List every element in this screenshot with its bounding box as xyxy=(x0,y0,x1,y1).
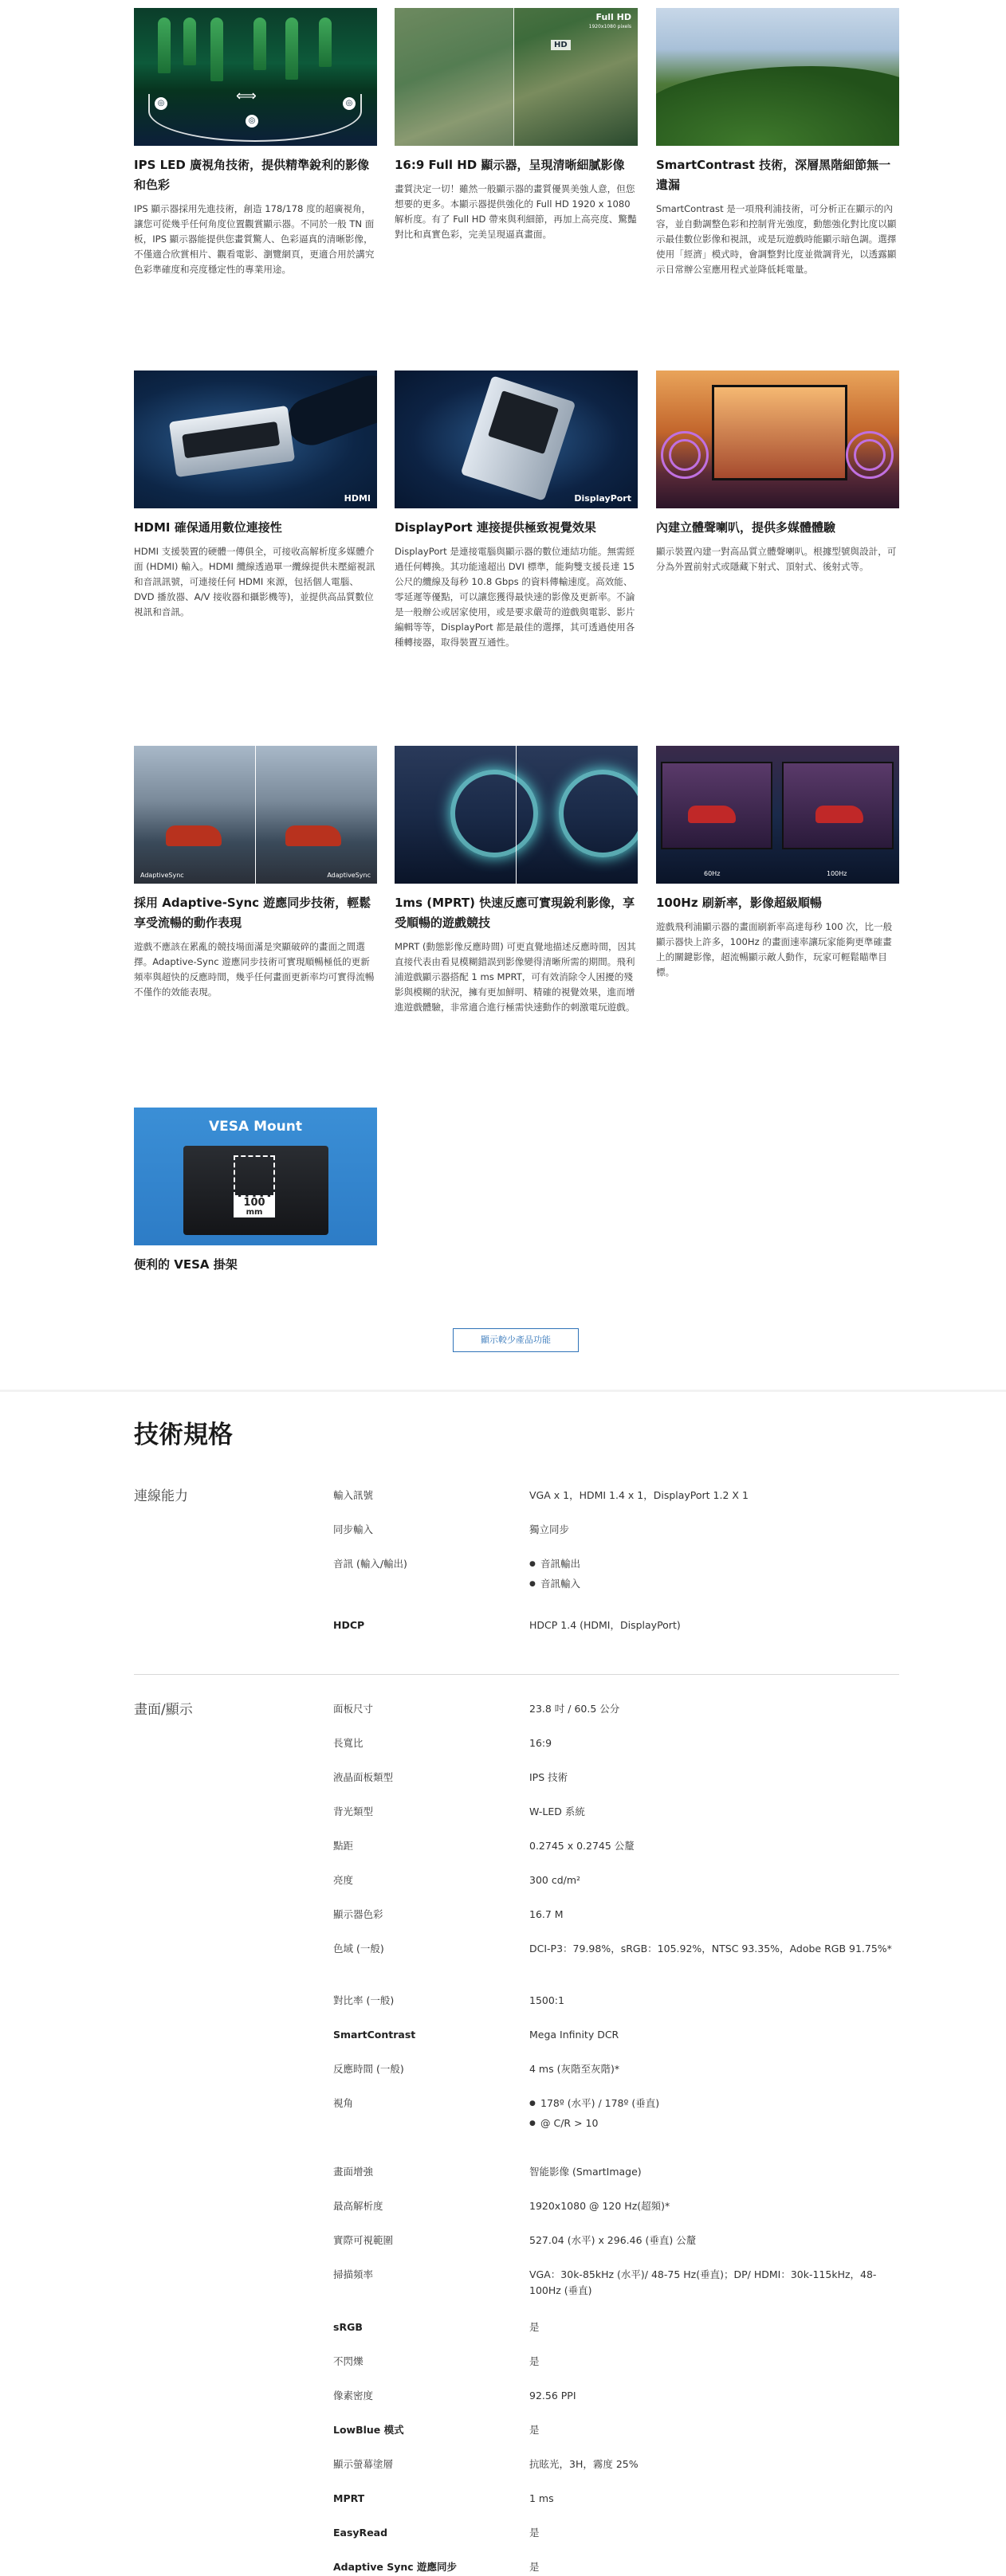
adaptive-sync-tag-left: AdaptiveSync xyxy=(140,872,184,879)
angle-marker-icon: ◎ xyxy=(246,115,258,127)
spec-label: 液晶面板類型 xyxy=(333,1771,394,1783)
spec-label: 面板尺寸 xyxy=(333,1703,374,1715)
double-arrow-icon: ⟺ xyxy=(236,88,257,104)
spec-label: sRGB xyxy=(333,2321,363,2333)
angle-marker-icon: ◎ xyxy=(155,97,167,110)
feature-speakers xyxy=(656,371,899,574)
spec-value: 16.7 M xyxy=(529,1908,564,1920)
spec-label: 同步輸入 xyxy=(333,1523,374,1535)
spec-bullet: ● @ C/R > 10 xyxy=(529,2115,899,2131)
fullhd-image xyxy=(395,8,638,146)
spec-value: 獨立同步 xyxy=(529,1523,570,1535)
feature-title: HDMI 確保通用數位連接性 xyxy=(134,520,282,535)
feature-vesa xyxy=(134,1108,377,1275)
spec-value: 是 xyxy=(529,2424,540,2436)
spec-value: 是 xyxy=(529,2321,540,2333)
spec-label: 顯示螢幕塗層 xyxy=(333,2458,394,2470)
feature-title: SmartContrast 技術，深層黑階細節無一遺漏 xyxy=(656,158,891,192)
spec-value: 智能影像 (SmartImage) xyxy=(529,2166,642,2178)
feature-title: 1ms (MPRT) 快速反應可實現銳利影像，享受順暢的遊戲競技 xyxy=(395,896,635,930)
angle-marker-icon: ◎ xyxy=(343,97,356,110)
spec-label: 反應時間 (一般) xyxy=(333,2063,404,2075)
speakers-image xyxy=(656,371,899,508)
spec-value: HDCP 1.4 (HDMI，DisplayPort) xyxy=(529,1619,681,1631)
vesa-size-label: 100 mm xyxy=(234,1197,275,1217)
spec-label: 像素密度 xyxy=(333,2390,374,2402)
feature-adaptive-sync xyxy=(134,746,377,1000)
spec-bullet: ● 178º (水平) / 178º (垂直) xyxy=(529,2096,899,2111)
spec-label: 畫面增強 xyxy=(333,2166,374,2178)
spec-value: 92.56 PPI xyxy=(529,2390,576,2402)
spec-bullet: ● 音訊輸入 xyxy=(529,1576,899,1592)
spec-value: 是 xyxy=(529,2355,540,2367)
feature-title: 內建立體聲喇叭，提供多媒體體驗 xyxy=(656,520,836,535)
spec-value: 300 cd/m² xyxy=(529,1874,581,1886)
displayport-tag: DisplayPort xyxy=(574,493,631,504)
spec-label: 掃描頻率 xyxy=(333,2268,374,2280)
feature-description: IPS 顯示器採用先進技術，創造 178/178 度的超廣視角，讓您可從幾乎任何角度位置觀賞顯示器。不同於一般 TN 面板，IPS 顯示器能提供您畫質驚人、色彩逼真的清晰影像，不僅適合欣賞相片、觀看電影、瀏覽網頁，更適合用於講究色彩準確度和亮度穩定性的專業用途。 xyxy=(134,203,375,275)
feature-title: 16:9 Full HD 顯示器，呈現清晰細膩影像 xyxy=(395,158,625,172)
smartcontrast-image xyxy=(656,8,899,146)
spec-label: 實際可視範圍 xyxy=(333,2234,394,2246)
feature-description: HDMI 支援裝置的硬體一傳俱全，可接收高解析度多媒體介面 (HDMI) 輸入。HDMI 纜線透過單一纜線提供未壓縮視訊和音訊訊號，可連接任何 HDMI 來源，包括個人電腦、DVD 播放器、A/V 接收器和攝影機等)，並提供高品質數位視訊和音訊。 xyxy=(134,546,375,618)
spec-label: HDCP xyxy=(333,1619,365,1631)
feature-description: 畫質決定一切！雖然一般顯示器的畫質優異美強人意，但您想要的更多。本顯示器提供強化的 Full HD 1920 x 1080 解析度。有了 Full HD 帶來與利細節，再加上高亮度、驚豔對比和真實色彩，完美呈現逼真畫面。 xyxy=(395,183,637,240)
spec-value: 527.04 (水平) x 296.46 (垂直) 公釐 xyxy=(529,2234,697,2246)
feature-description: DisplayPort 是連接電腦與顯示器的數位連結功能。無需經過任何轉換。其功能遠超出 DVI 標準，能夠雙支援長達 15 公尺的纜線及每秒 10.8 Gbps 的資料傳輸速度。高效能、零延遲等優點，可以讓您獲得最快速的影像及更新率。不論是一般辦公或居家使用，或是要求嚴苛的遊戲與電影、影片編輯等等，DisplayPort 都是最佳的選擇，其可透過使用各種轉接器，取得裝置互通性。 xyxy=(395,546,635,648)
adaptive-sync-image xyxy=(134,746,377,884)
spec-value: 1920x1080 @ 120 Hz(超頻)* xyxy=(529,2200,670,2212)
feature-description: 遊戲飛利浦顯示器的畫面刷新率高達每秒 100 次，比一般顯示器快上許多，100Hz 的畫面速率讓玩家能夠更準確畫上的關鍵影像，超流暢顯示敵人動作，玩家可輕鬆瞄準目標。 xyxy=(656,921,893,978)
ips-image xyxy=(134,8,377,146)
spec-value: 是 xyxy=(529,2527,540,2539)
feature-title: DisplayPort 連接提供極致視覺效果 xyxy=(395,520,596,535)
spec-label: 顯示器色彩 xyxy=(333,1908,383,1920)
spec-section-name: 畫面/顯示 xyxy=(134,1702,193,1718)
feature-displayport xyxy=(395,371,638,650)
spec-label: 背光類型 xyxy=(333,1806,374,1817)
spec-label: 視角 xyxy=(333,2097,354,2109)
feature-description: MPRT (動態影像反應時間) 可更直覺地描述反應時間，因其直接代表由看見模糊錯誤到影像變得清晰所需的期間。飛利浦遊戲顯示器搭配 1 ms MPRT，可有效消除令人困擾的殘影與模糊的狀況，擁有更加鮮明、精確的視覺效果，進而增進遊戲體驗，非常適合進行極需快速動作的刺激電玩遊戲。 xyxy=(395,941,636,1013)
spec-value: DCI-P3：79.98%，sRGB：105.92%，NTSC 93.35%，Adobe RGB 91.75%* xyxy=(529,1943,892,1955)
feature-smartcontrast xyxy=(656,8,899,277)
spec-value: 4 ms (灰階至灰階)* xyxy=(529,2063,620,2075)
feature-title: 便利的 VESA 掛架 xyxy=(134,1257,238,1272)
spec-value xyxy=(529,1556,899,1596)
feature-fullhd xyxy=(395,8,638,242)
spec-value: VGA x 1，HDMI 1.4 x 1，DisplayPort 1.2 X 1 xyxy=(529,1489,749,1501)
spec-label: 最高解析度 xyxy=(333,2200,383,2212)
fullhd-badge: Full HD 1920x1080 pixels xyxy=(588,12,631,29)
spec-label: 輸入訊號 xyxy=(333,1489,374,1501)
spec-label: 對比率 (一般) xyxy=(333,1994,395,2006)
spec-value: 1500:1 xyxy=(529,1994,564,2006)
hdmi-image xyxy=(134,371,377,508)
refresh-rate-image xyxy=(656,746,899,884)
feature-mprt xyxy=(395,746,638,1015)
feature-description: 遊戲不應該在累亂的競技場面滿是突顯破碎的畫面之間選擇。Adaptive-Sync 遊應同步技術可實現順暢極低的更新頻率與超快的反應時間，幾乎任何畫面更新率均可實得流暢不僅作的效能表現。 xyxy=(134,941,375,998)
spec-label: 長寬比 xyxy=(333,1737,363,1749)
spec-value xyxy=(529,2096,899,2135)
spec-label: Adaptive Sync 遊應同步 xyxy=(333,2561,458,2573)
spec-value: 1 ms xyxy=(529,2492,554,2504)
feature-hdmi xyxy=(134,371,377,620)
spec-label: SmartContrast xyxy=(333,2029,416,2041)
hz-tag-left: 60Hz xyxy=(704,870,721,877)
feature-description: SmartContrast 是一項飛利浦技術，可分析正在顯示的內容，並自動調整色彩和控制背光強度，動態強化對比度以顯示最佳數位影像和視訊，或是玩遊戲時能顯示暗色調。選擇使用「經濟」模式時，會調整對比度並微調背光，以透露顯示日常辦公室應用程式並降低耗電量。 xyxy=(656,203,897,275)
spec-label: 色域 (一般) xyxy=(333,1943,384,1955)
spec-value: 是 xyxy=(529,2561,540,2573)
spec-value: Mega Infinity DCR xyxy=(529,2029,619,2041)
hdmi-tag: HDMI xyxy=(344,493,371,504)
spec-label: EasyRead xyxy=(333,2527,388,2539)
hd-tag: HD xyxy=(551,40,571,50)
vesa-title: VESA Mount xyxy=(208,1119,303,1135)
spec-value: IPS 技術 xyxy=(529,1771,568,1783)
spec-label: LowBlue 模式 xyxy=(333,2424,404,2436)
specs-title: 技術規格 xyxy=(134,1421,233,1449)
adaptive-sync-tag-right: AdaptiveSync xyxy=(327,872,371,879)
spec-value: 23.8 吋 / 60.5 公分 xyxy=(529,1703,620,1715)
spec-value: VGA：30k-85kHz (水平)/ 48-75 Hz(垂直)；DP/ HDMI：30k-115kHz，48-100Hz (垂直) xyxy=(529,2268,877,2296)
feature-title: 採用 Adaptive-Sync 遊應同步技術，輕鬆享受流暢的動作表現 xyxy=(134,896,371,930)
feature-title: 100Hz 刷新率，影像超級順暢 xyxy=(656,896,822,910)
spec-divider xyxy=(134,1674,899,1675)
mprt-image xyxy=(395,746,638,884)
spec-label: 點距 xyxy=(333,1840,354,1852)
spec-value: 16:9 xyxy=(529,1737,552,1749)
displayport-image xyxy=(395,371,638,508)
spec-label: MPRT xyxy=(333,2492,365,2504)
spec-label: 亮度 xyxy=(333,1874,354,1886)
spec-value: W-LED 系統 xyxy=(529,1806,585,1817)
spec-value: 0.2745 x 0.2745 公釐 xyxy=(529,1840,635,1852)
feature-description: 顯示裝置內建一對高品質立體聲喇叭。根據型號與設計，可分為外置前射式或隱藏下射式、頂射式、後射式等。 xyxy=(656,546,897,572)
feature-100hz xyxy=(656,746,899,980)
spec-bullet: ● 音訊輸出 xyxy=(529,1556,899,1572)
vesa-image xyxy=(134,1108,377,1245)
show-fewer-features-button[interactable]: 顯示較少產品功能 xyxy=(453,1328,579,1352)
feature-title: IPS LED 廣視角技術，提供精準銳利的影像和色彩 xyxy=(134,158,370,192)
section-divider-band xyxy=(0,1390,1006,1392)
spec-label: 音訊 (輸入/輸出) xyxy=(333,1558,407,1570)
spec-value: 抗眩光，3H，霧度 25% xyxy=(529,2458,639,2470)
spec-label: 不閃爍 xyxy=(333,2355,363,2367)
hz-tag-right: 100Hz xyxy=(827,870,847,877)
feature-ips xyxy=(134,8,377,277)
spec-section-name: 連線能力 xyxy=(134,1488,188,1504)
